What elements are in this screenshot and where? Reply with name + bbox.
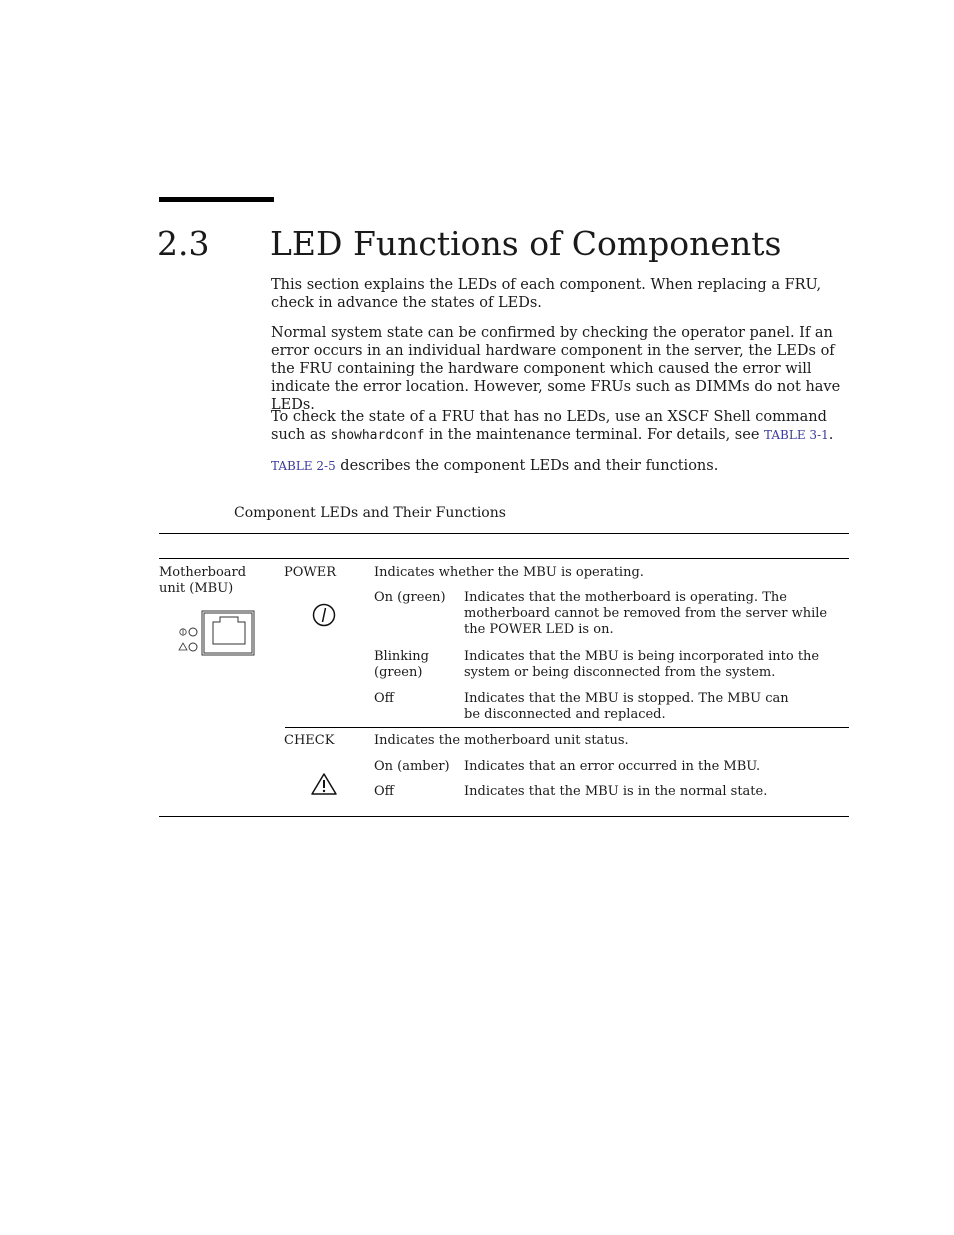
component-name: Motherboard unit (MBU) [159,565,247,596]
paragraph-text: . [828,427,834,443]
table-3-1-link[interactable]: TABLE 3-1 [764,428,829,442]
paragraph-normal-state: Normal system state can be confirmed by checking the operator panel. If an error occurs in an individual hardware component in the server, the LEDs of the FRU containing the hardware component which caused the error will indicate the error location. However, some FRUs such as DIMMs do not have LEDs. [271,325,841,413]
table-top-rule [159,533,849,534]
command-name: showhardconf [330,428,425,443]
led-state: Off [374,691,394,706]
led-state: Off [374,784,394,799]
led-state-description: Indicates that the MBU is in the normal state. [464,784,768,799]
paragraph-intro: This section explains the LEDs of each component. When replacing a FRU, check in advance the states of LEDs. [271,277,822,311]
table-2-5-link[interactable]: TABLE 2-5 [271,459,336,473]
led-summary-check: Indicates the motherboard unit status. [374,733,629,748]
paragraph-text: To check the state of a FRU that has no LEDs, use an XSCF Shell command such as [271,409,827,443]
led-state: On (amber) [374,759,450,774]
paragraph-text: describes the component LEDs and their functions. [335,458,719,474]
section-title: LED Functions of Components [270,224,782,263]
led-state-description: Indicates that an error occurred in the MBU. [464,759,761,774]
table-bottom-rule [159,816,849,817]
paragraph-no-leds [271,408,841,445]
row-divider [285,727,849,728]
led-summary-power: Indicates whether the MBU is operating. [374,565,644,580]
led-state: Blinking (green) [374,649,429,680]
mbu-diagram-icon [176,608,258,658]
section-rule [159,197,274,202]
led-state-description: Indicates that the motherboard is operating. The motherboard cannot be removed from the server while the POWER LED is on. [464,590,828,637]
warning-icon [310,772,338,796]
led-state: On (green) [374,590,446,605]
paragraph-text: in the maintenance terminal. For details, see [424,427,765,443]
table-caption: Component LEDs and Their Functions [234,505,506,521]
led-name-check: CHECK [284,733,335,748]
led-name-power: POWER [284,565,337,580]
section-number: 2.3 [157,224,210,263]
led-state-description: Indicates that the MBU is stopped. The MBU can be disconnected and replaced. [464,691,789,722]
led-state-description: Indicates that the MBU is being incorporated into the system or being disconnected from the system. [464,649,820,680]
power-icon [311,602,337,628]
paragraph-table-ref [271,457,841,475]
table-header-rule [159,558,849,559]
